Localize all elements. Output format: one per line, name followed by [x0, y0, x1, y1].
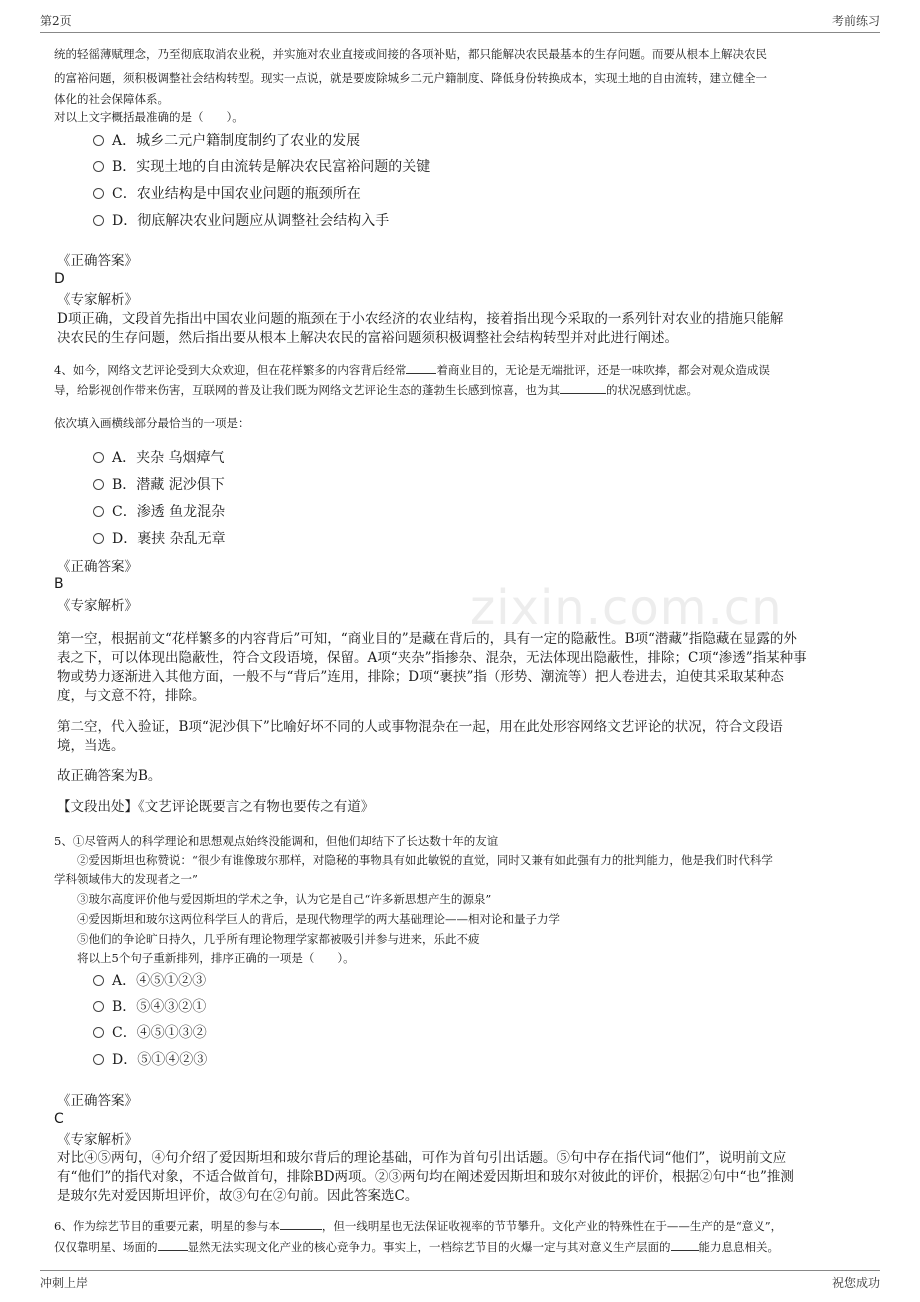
header-title: 考前练习: [831, 14, 880, 28]
q4-analysis-line: 境，当选。: [57, 738, 125, 754]
q5-analysis-line: 对比④⑤两句，④句介绍了爱因斯坦和玻尔背后的理论基础，可作为首句引出话题。⑤句中存在指代词“他们”，说明前文应: [57, 1150, 787, 1166]
q4-answer-letter: B: [54, 576, 64, 592]
radio-button-icon[interactable]: [93, 188, 104, 199]
watermark: zixin.com.cn: [470, 580, 783, 636]
q4-analysis-line: 度，与文意不符，排除。: [57, 688, 206, 704]
q5-question: 将以上5个句子重新排列，排序正确的一项是（ ）。: [54, 951, 355, 965]
q4-analysis-title: 《专家解析》: [57, 598, 138, 614]
q3-paragraph-line: 统的轻徭薄赋理念，乃至彻底取消农业税，并实施对农业直接或间接的各项补贴，都只能解决农民最基本的生存问题。而要从根本上解决农民: [54, 47, 767, 61]
q4-option-a[interactable]: A．夹杂 乌烟瘴气: [93, 448, 225, 468]
q6-stem-line: 6、作为综艺节目的重要元素，明星的参与本 ，但一线明星也无法保证收视率的节节攀升。文化产业的特殊性在于——生产的是“意义”，: [54, 1219, 783, 1233]
q4-analysis-line: 第二空，代入验证，B项“泥沙俱下”比喻好坏不同的人或事物混杂在一起，用在此处形容网络文艺评论的状况，符合文段语: [57, 719, 783, 735]
radio-button-icon[interactable]: [93, 452, 104, 463]
footer-divider: [40, 1270, 880, 1271]
header-divider: [40, 32, 880, 33]
q5-stem-line: 5、①尽管两人的科学理论和思想观点始终没能调和，但他们却结下了长达数十年的友谊: [54, 834, 499, 848]
q5-option-a[interactable]: A．④⑤①②③: [93, 971, 206, 991]
page-footer: [40, 1274, 880, 1294]
q4-option-b[interactable]: B．潜藏 泥沙俱下: [93, 475, 225, 495]
radio-button-icon[interactable]: [93, 1027, 104, 1038]
radio-button-icon[interactable]: [93, 215, 104, 226]
q4-analysis-line: 表之下，可以体现出隐蔽性，符合文段语境，保留。A项“夹杂”指掺杂、混杂，无法体现出隐蔽性，排除；C项“渗透”指某种事: [57, 650, 807, 666]
radio-button-icon[interactable]: [93, 479, 104, 490]
q4-instruction: 依次填入画横线部分最恰当的一项是：: [54, 416, 250, 430]
q5-answer-title: 《正确答案》: [57, 1093, 138, 1109]
radio-button-icon[interactable]: [93, 135, 104, 146]
page-number: 第2页: [40, 14, 72, 28]
q5-stem-line: ⑤他们的争论旷日持久，几乎所有理论物理学家都被吸引并参与进来，乐此不疲: [54, 932, 480, 946]
q4-analysis-line: 第一空，根据前文“花样繁多的内容背后”可知，“商业目的”是藏在背后的，具有一定的隐蔽性。B项“潜藏”指隐藏在显露的外: [57, 631, 797, 647]
blank-line: [158, 1250, 188, 1251]
q5-option-c[interactable]: C．④⑤①③②: [93, 1023, 207, 1043]
blank-line: [671, 1250, 699, 1251]
q3-option-b[interactable]: B．实现土地的自由流转是解决农民富裕问题的关键: [93, 157, 430, 177]
q3-answer-title: 《正确答案》: [57, 253, 138, 269]
q5-stem-line: ④爱因斯坦和玻尔这两位科学巨人的背后，是现代物理学的两大基础理论——相对论和量子力学: [54, 912, 560, 926]
q3-question: 对以上文字概括最准确的是（ ）。: [54, 110, 244, 124]
radio-button-icon[interactable]: [93, 161, 104, 172]
page-header: [40, 12, 880, 32]
q6-stem-line: 仅仅靠明星、场面的 显然无法实现文化产业的核心竞争力。事实上，一档综艺节目的火爆一定与其对意义生产层面的 能力息息相关。: [54, 1240, 779, 1254]
q3-analysis-line: 决农民的生存问题，然后指出要从根本上解决农民的富裕问题须积极调整社会结构转型并对此进行阐述。: [57, 330, 678, 346]
radio-button-icon[interactable]: [93, 1054, 104, 1065]
q4-source: 【文段出处】《文艺评论既要言之有物也要传之有道》: [57, 799, 375, 815]
footer-right-text: 祝您成功: [831, 1276, 880, 1290]
q3-paragraph-line: 的富裕问题，须积极调整社会结构转型。现实一点说，就是要废除城乡二元户籍制度、降低身份转换成本，实现土地的自由流转，建立健全一: [54, 71, 767, 85]
q5-option-b[interactable]: B．⑤④③②①: [93, 997, 206, 1017]
radio-button-icon[interactable]: [93, 533, 104, 544]
q4-conclusion: 故正确答案为B。: [57, 768, 162, 784]
q4-option-d[interactable]: D．裹挟 杂乱无章: [93, 529, 226, 549]
q3-analysis-line: D项正确，文段首先指出中国农业问题的瓶颈在于小农经济的农业结构，接着指出现今采取的一系列针对农业的措施只能解: [57, 311, 784, 327]
radio-button-icon[interactable]: [93, 975, 104, 986]
q5-answer-letter: C: [54, 1111, 64, 1127]
q5-analysis-line: 有“他们”的指代对象，不适合做首句，排除BD两项。②③两句均在阐述爱因斯坦和玻尔对彼此的评价，根据②句中“也”推测: [57, 1169, 794, 1185]
q3-option-d[interactable]: D．彻底解决农业问题应从调整社会结构入手: [93, 211, 389, 231]
q4-option-c[interactable]: C．渗透 鱼龙混杂: [93, 502, 225, 522]
radio-button-icon[interactable]: [93, 506, 104, 517]
q5-option-d[interactable]: D．⑤①④②③: [93, 1050, 207, 1070]
q4-stem-line: 4、如今，网络文艺评论受到大众欢迎，但在花样繁多的内容背后经常 着商业目的，无论是无端批评，还是一味吹捧，都会对观众造成误: [54, 363, 770, 377]
footer-left-text: 冲刺上岸: [40, 1276, 89, 1290]
q5-stem-line: 学科领域伟大的发现者之一”: [54, 872, 198, 886]
q4-analysis-line: 物或势力逐渐进入其他方面，一般不与“背后”连用，排除；D项“裹挟”指（形势、潮流等）把人卷进去，迫使其采取某种态: [57, 669, 784, 685]
q4-answer-title: 《正确答案》: [57, 559, 138, 575]
q5-stem-line: ③玻尔高度评价他与爱因斯坦的学术之争，认为它是自己“许多新思想产生的源泉”: [54, 892, 492, 906]
blank-line: [406, 373, 436, 374]
q3-answer-letter: D: [54, 271, 65, 287]
q5-analysis-line: 是玻尔先对爱因斯坦评价，故③句在②句前。因此答案选C。: [57, 1188, 419, 1204]
q3-option-a[interactable]: A．城乡二元户籍制度制约了农业的发展: [93, 131, 360, 151]
radio-button-icon[interactable]: [93, 1001, 104, 1012]
blank-line: [560, 393, 606, 394]
q3-analysis-title: 《专家解析》: [57, 292, 138, 308]
q4-stem-line: 导，给影视创作带来伤害，互联网的普及让我们既为网络文艺评论生态的蓬勃生长感到惊喜，也为其 的状况感到忧虑。: [54, 383, 698, 397]
q3-option-c[interactable]: C．农业结构是中国农业问题的瓶颈所在: [93, 184, 361, 204]
blank-line: [280, 1229, 322, 1230]
q5-analysis-title: 《专家解析》: [57, 1132, 138, 1148]
q3-paragraph-line: 体化的社会保障体系。: [54, 92, 169, 106]
q5-stem-line: ②爱因斯坦也称赞说：“很少有谁像玻尔那样，对隐秘的事物具有如此敏锐的直觉，同时又兼有如此强有力的批判能力，他是我们时代科学: [54, 853, 773, 867]
